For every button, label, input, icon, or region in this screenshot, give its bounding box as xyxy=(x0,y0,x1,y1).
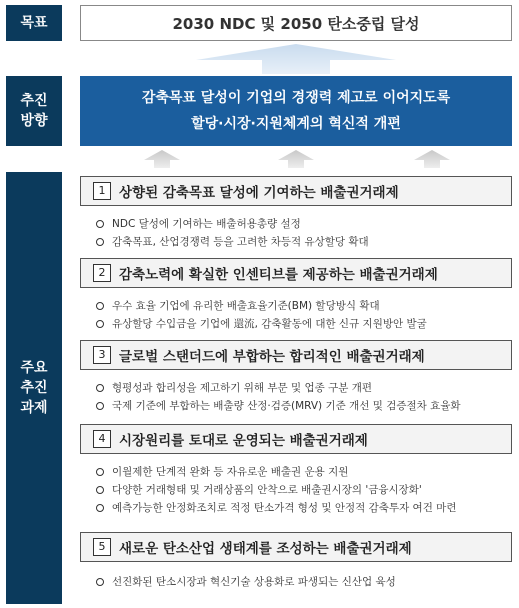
task-2-number: 2 xyxy=(93,264,111,282)
task-4-bullet-1: 이월제한 단계적 완화 등 자유로운 배출권 운용 지원 xyxy=(96,464,348,479)
up-arrow-center-icon xyxy=(278,150,314,168)
bullet-circle-icon xyxy=(96,468,104,476)
task-1-bullet-1: NDC 달성에 기여하는 배출허용총량 설정 xyxy=(96,216,301,231)
task-4-bullet-2: 다양한 거래형태 및 거래상품의 안착으로 배출권시장의 '금융시장화' xyxy=(96,482,422,497)
task-3-number: 3 xyxy=(93,346,111,364)
task-2-header xyxy=(80,258,512,288)
task-3-bullet-1: 형평성과 합리성을 제고하기 위해 부문 및 업종 구분 개편 xyxy=(96,380,372,395)
task-4-header xyxy=(80,424,512,454)
task-5-header xyxy=(80,532,512,562)
tasks-label-line3: 과제 xyxy=(20,400,48,416)
goal-label-text: 목표 xyxy=(20,15,48,31)
direction-text-line2: 할당·시장·지원체계의 혁신적 개편 xyxy=(191,116,401,132)
bullet-circle-icon xyxy=(96,302,104,310)
bullet-circle-icon xyxy=(96,238,104,246)
task-1-bullet-2: 감축목표, 산업경쟁력 등을 고려한 차등적 유상할당 확대 xyxy=(96,234,369,249)
bullet-circle-icon xyxy=(96,320,104,328)
task-5-bullet-1: 선진화된 탄소시장과 혁신기술 상용화로 파생되는 신산업 육성 xyxy=(96,574,396,589)
task-1-header xyxy=(80,176,512,206)
bullet-circle-icon xyxy=(96,578,104,586)
direction-text-line1: 감축목표 달성이 기업의 경쟁력 제고로 이어지도록 xyxy=(141,90,451,106)
task-4-number: 4 xyxy=(93,430,111,448)
task-1-number: 1 xyxy=(93,182,111,200)
bullet-circle-icon xyxy=(96,220,104,228)
task-2-bullet-1: 우수 효율 기업에 유리한 배출효율기준(BM) 할당방식 확대 xyxy=(96,298,380,313)
direction-label-line2: 방향 xyxy=(20,113,48,129)
bullet-circle-icon xyxy=(96,504,104,512)
up-arrow-left-icon xyxy=(144,150,180,168)
task-3-bullet-2: 국제 기준에 부합하는 배출량 산정·검증(MRV) 기준 개선 및 검증절차 효율화 xyxy=(96,398,461,413)
task-2-bullet-2: 유상할당 수입금을 기업에 還流, 감축활동에 대한 신규 지원방안 발굴 xyxy=(96,316,427,331)
task-4-title: 시장원리를 토대로 운영되는 배출권거래제 xyxy=(119,433,368,449)
bullet-circle-icon xyxy=(96,384,104,392)
bullet-circle-icon xyxy=(96,486,104,494)
task-5-title: 새로운 탄소산업 생태계를 조성하는 배출권거래제 xyxy=(119,541,412,557)
direction-box xyxy=(80,76,512,146)
task-4-bullet-3: 예측가능한 안정화조치로 적정 탄소가격 형성 및 안정적 감축투자 여건 마련 xyxy=(96,500,456,515)
task-5-number: 5 xyxy=(93,538,111,556)
direction-label-line1: 추진 xyxy=(20,93,48,109)
up-arrow-main-icon xyxy=(196,44,396,74)
task-1-title: 상향된 감축목표 달성에 기여하는 배출권거래제 xyxy=(119,185,399,201)
goal-text: 2030 NDC 및 2050 탄소중립 달성 xyxy=(172,14,420,33)
bullet-circle-icon xyxy=(96,402,104,410)
tasks-label-line2: 추진 xyxy=(20,380,48,396)
tasks-label-line1: 주요 xyxy=(20,360,48,376)
tasks-area xyxy=(80,172,512,604)
task-3-header xyxy=(80,340,512,370)
up-arrow-right-icon xyxy=(414,150,450,168)
task-2-title: 감축노력에 확실한 인센티브를 제공하는 배출권거래제 xyxy=(119,267,438,283)
task-3-title: 글로벌 스탠더드에 부합하는 합리적인 배출권거래제 xyxy=(119,349,425,365)
